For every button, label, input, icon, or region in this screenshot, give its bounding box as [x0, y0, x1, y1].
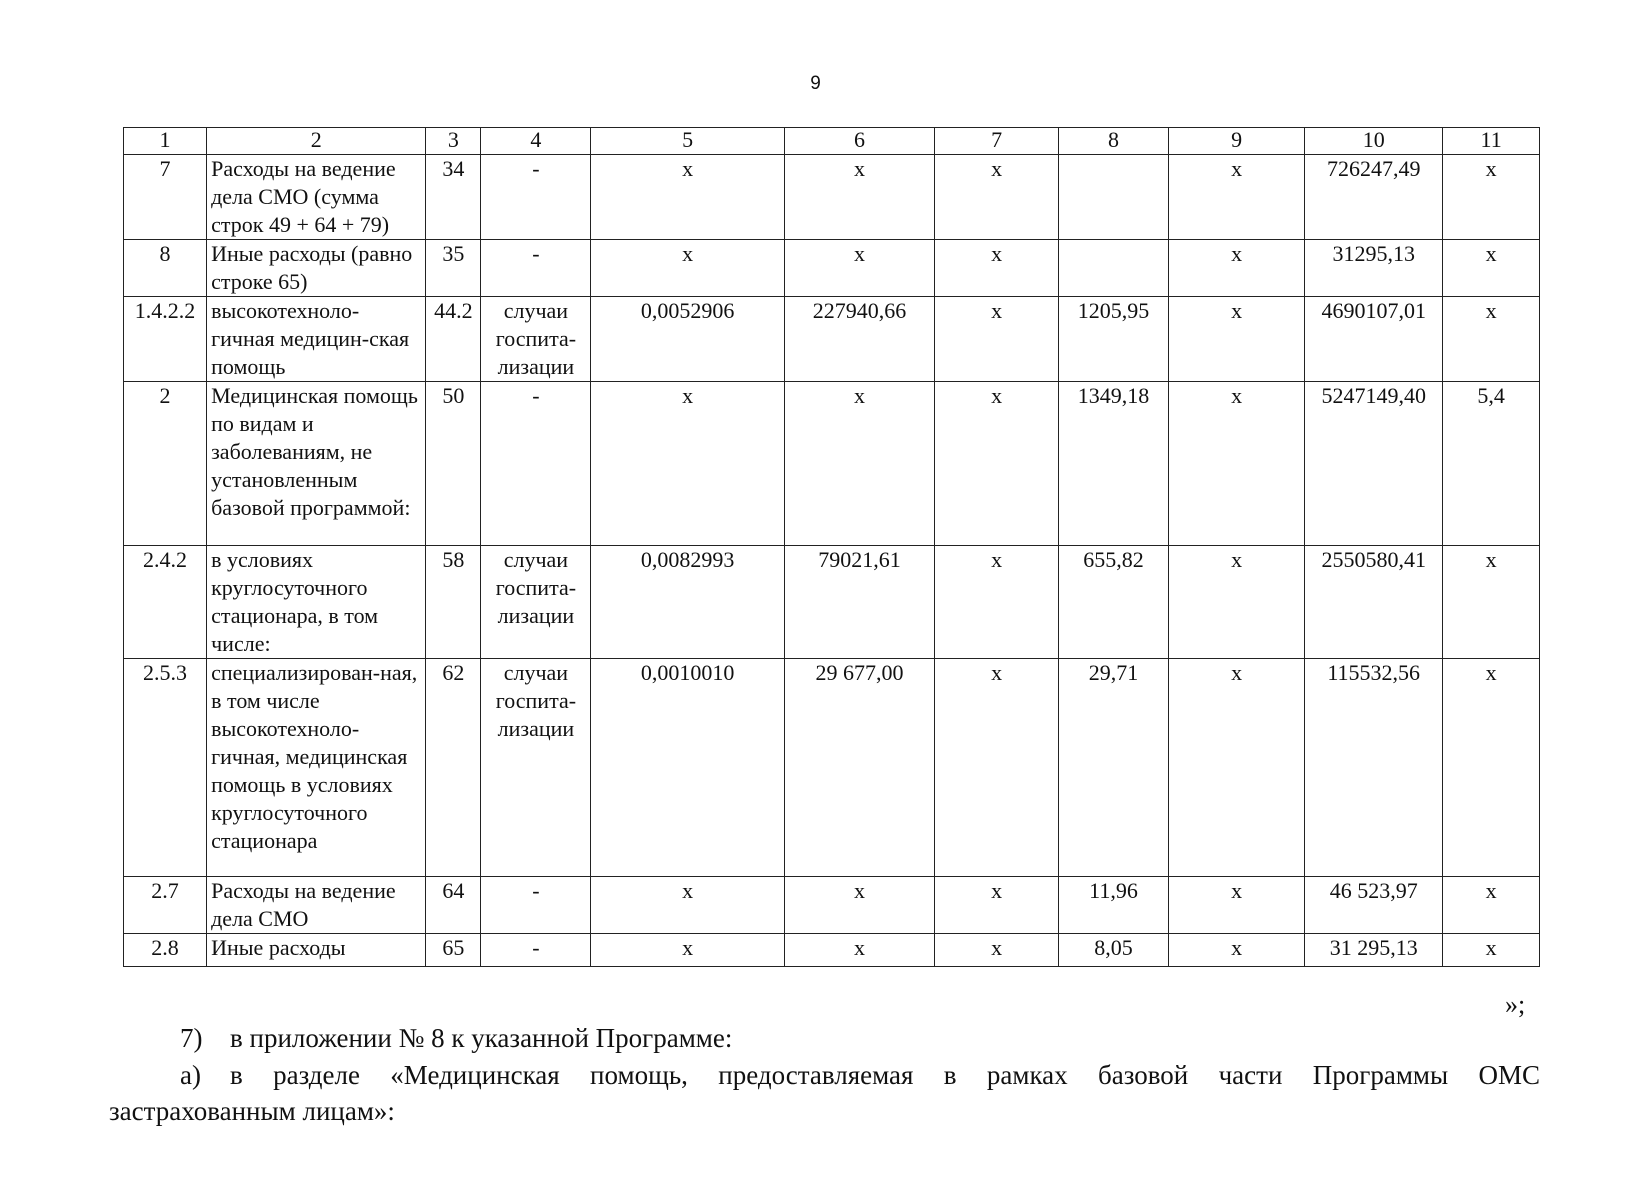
table-cell: - [481, 155, 591, 240]
col-header: 2 [207, 128, 426, 155]
table-cell: x [935, 155, 1059, 240]
table-cell: x [1169, 240, 1305, 297]
item-a-paragraph [180, 1057, 1540, 1093]
table-cell: x [1443, 934, 1540, 967]
table-cell: 65 [426, 934, 481, 967]
table-cell: 2 [124, 382, 207, 546]
table-cell: специализирован-ная, в том числе высокотехноло-гичная, медицинская помощь в условиях круглосуточного стационара [207, 659, 426, 877]
table-cell: высокотехноло-гичная медицин-ская помощь [207, 297, 426, 382]
table-cell: 726247,49 [1305, 155, 1443, 240]
table-cell: 64 [426, 877, 481, 934]
table-cell: 1349,18 [1058, 382, 1168, 546]
table-cell: x [1443, 155, 1540, 240]
col-header: 1 [124, 128, 207, 155]
item-7-number: 7) [180, 1023, 203, 1053]
table-cell: x [1443, 877, 1540, 934]
table-cell: 8 [124, 240, 207, 297]
table-cell: x [591, 382, 784, 546]
table-cell: x [1169, 546, 1305, 659]
table-cell: 0,0052906 [591, 297, 784, 382]
table-cell: 115532,56 [1305, 659, 1443, 877]
table-row [124, 877, 1540, 934]
col-header: 9 [1169, 128, 1305, 155]
table-cell: x [1169, 297, 1305, 382]
table-cell: Расходы на ведение дела СМО [207, 877, 426, 934]
table-cell: 58 [426, 546, 481, 659]
table-cell: 2.7 [124, 877, 207, 934]
table-cell: Иные расходы (равно строке 65) [207, 240, 426, 297]
table-cell: Медицинская помощь по видам и заболеваниям, не установленным базовой программой: [207, 382, 426, 546]
table-cell: случаи госпита-лизации [481, 297, 591, 382]
table-cell: x [1169, 155, 1305, 240]
col-header: 8 [1058, 128, 1168, 155]
table-cell: 62 [426, 659, 481, 877]
table-cell: x [591, 934, 784, 967]
table-cell: 79021,61 [784, 546, 935, 659]
table-cell: 34 [426, 155, 481, 240]
item-a-text: в разделе «Медицинская помощь, предоставляемая в рамках базовой части Программы ОМС [230, 1060, 1540, 1090]
table-cell: x [784, 240, 935, 297]
item-7-paragraph [180, 1020, 732, 1056]
table-cell: 2.5.3 [124, 659, 207, 877]
page-number: 9 [810, 73, 821, 94]
table-row [124, 240, 1540, 297]
col-header: 3 [426, 128, 481, 155]
table-row [124, 659, 1540, 877]
table-cell: 5247149,40 [1305, 382, 1443, 546]
table-cell: x [784, 155, 935, 240]
table-cell: x [784, 382, 935, 546]
table-cell: x [784, 934, 935, 967]
table-cell: случаи госпита-лизации [481, 546, 591, 659]
table-cell: x [1443, 659, 1540, 877]
table-cell: в условиях круглосуточного стационара, в том числе: [207, 546, 426, 659]
table-cell: 1.4.2.2 [124, 297, 207, 382]
table-cell [1058, 155, 1168, 240]
col-header: 7 [935, 128, 1059, 155]
table-cell: 0,0082993 [591, 546, 784, 659]
table-cell: 50 [426, 382, 481, 546]
table-cell [1058, 240, 1168, 297]
table-cell: 31 295,13 [1305, 934, 1443, 967]
table-cell: x [1443, 546, 1540, 659]
data-table [123, 127, 1540, 967]
table-cell: 4690107,01 [1305, 297, 1443, 382]
table-cell: x [935, 546, 1059, 659]
table-cell: Расходы на ведение дела СМО (сумма строк 49 + 64 + 79) [207, 155, 426, 240]
table-cell: - [481, 382, 591, 546]
table-cell: 46 523,97 [1305, 877, 1443, 934]
table-cell: 44.2 [426, 297, 481, 382]
table-cell: x [935, 659, 1059, 877]
table-cell: 655,82 [1058, 546, 1168, 659]
col-header: 4 [481, 128, 591, 155]
table-cell: x [784, 877, 935, 934]
table-cell: 0,0010010 [591, 659, 784, 877]
col-header: 6 [784, 128, 935, 155]
table-cell: x [1169, 382, 1305, 546]
table-cell: x [1169, 934, 1305, 967]
table-body [124, 155, 1540, 967]
table-cell: 7 [124, 155, 207, 240]
table-row [124, 934, 1540, 967]
table-cell: x [935, 877, 1059, 934]
item-7-text: в приложении № 8 к указанной Программе: [230, 1023, 733, 1053]
table-cell: x [591, 240, 784, 297]
table-cell: 227940,66 [784, 297, 935, 382]
table-cell: 35 [426, 240, 481, 297]
table-cell: - [481, 877, 591, 934]
table-cell: x [1443, 240, 1540, 297]
col-header: 5 [591, 128, 784, 155]
table-cell: x [591, 155, 784, 240]
table-cell: 29,71 [1058, 659, 1168, 877]
table-cell: 2550580,41 [1305, 546, 1443, 659]
table-cell: x [591, 877, 784, 934]
table-cell: 2.8 [124, 934, 207, 967]
table-cell: 5,4 [1443, 382, 1540, 546]
table-cell: 11,96 [1058, 877, 1168, 934]
table-cell: 29 677,00 [784, 659, 935, 877]
table-cell: 31295,13 [1305, 240, 1443, 297]
table-cell: 1205,95 [1058, 297, 1168, 382]
table-row [124, 546, 1540, 659]
table-cell: x [1443, 297, 1540, 382]
col-header: 10 [1305, 128, 1443, 155]
table-cell: - [481, 934, 591, 967]
table-cell: 8,05 [1058, 934, 1168, 967]
col-header: 11 [1443, 128, 1540, 155]
table-cell: - [481, 240, 591, 297]
closing-quote: »; [1505, 990, 1526, 1019]
table-row [124, 297, 1540, 382]
table-cell: x [935, 934, 1059, 967]
table-cell: x [1169, 877, 1305, 934]
table-cell: 2.4.2 [124, 546, 207, 659]
item-a-number: а) [180, 1060, 201, 1090]
item-a-continuation: застрахованным лицам»: [109, 1096, 395, 1126]
table-cell: x [935, 382, 1059, 546]
table-cell: Иные расходы [207, 934, 426, 967]
table-cell: x [935, 240, 1059, 297]
header-row [124, 128, 1540, 155]
table-cell: x [935, 297, 1059, 382]
table-row [124, 155, 1540, 240]
table-row [124, 382, 1540, 546]
table-cell: x [1169, 659, 1305, 877]
table-cell: случаи госпита-лизации [481, 659, 591, 877]
